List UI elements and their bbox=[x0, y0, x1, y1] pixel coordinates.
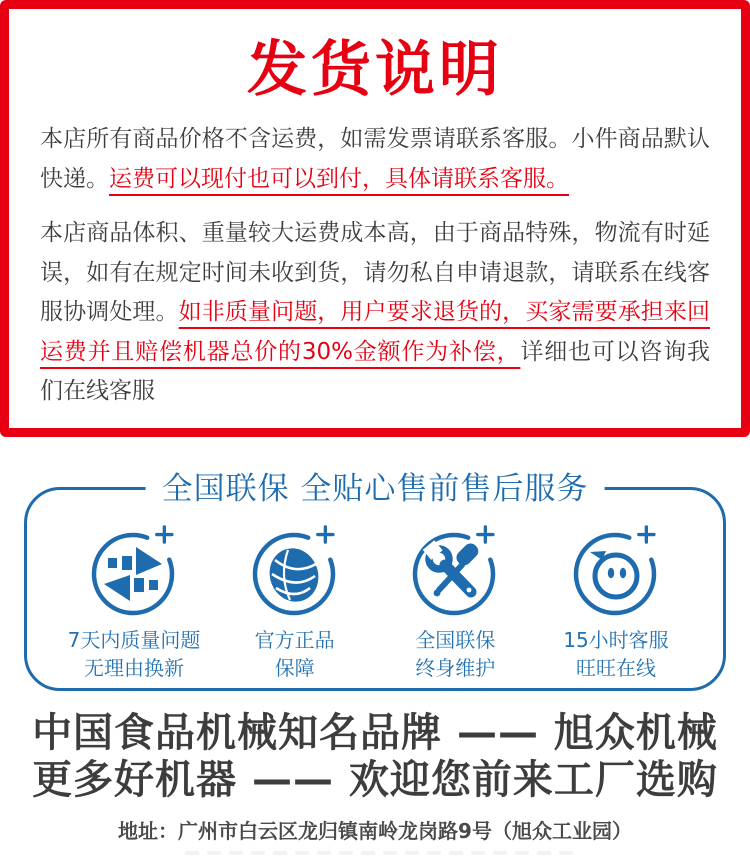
globe-icon bbox=[216, 520, 374, 622]
next-section-cropped-text bbox=[185, 851, 575, 855]
tools-icon bbox=[376, 520, 534, 622]
service-item-label bbox=[55, 626, 213, 682]
service-item-support bbox=[537, 520, 695, 682]
service-item-label-line2: 保障 bbox=[274, 656, 315, 680]
service-item-label-line1: 全国联保 bbox=[415, 628, 496, 652]
brand-headline-1: 中国食品机械知名品牌 —— 旭众机械 bbox=[32, 710, 718, 756]
service-item-genuine bbox=[216, 520, 374, 682]
service-item-label-line1: 7天内质量问题 bbox=[67, 628, 201, 652]
notice-paragraph-2-tail: 详细也可以咨询我们在线客服 bbox=[40, 338, 711, 404]
notice-paragraph-1-highlight: 运费可以现付也可以到付，具体请联系客服。 bbox=[109, 165, 569, 192]
notice-paragraph-2 bbox=[40, 214, 710, 412]
wangwang-smiley-icon bbox=[537, 520, 695, 622]
brand-footer bbox=[0, 710, 750, 844]
service-item-label-line2: 终身维护 bbox=[415, 656, 496, 680]
service-item-label-line2: 旺旺在线 bbox=[575, 656, 656, 680]
notice-paragraph-2-highlight: 如非质量问题，用户要求退货的，买家需要承担来回运费并且赔偿机器总价的30%金额作为补偿， bbox=[40, 299, 711, 365]
brand-headline-2: 更多好机器 —— 欢迎您前来工厂选购 bbox=[32, 757, 718, 803]
service-item-label bbox=[537, 626, 695, 682]
service-item-label-line2: 无理由换新 bbox=[84, 656, 184, 680]
service-guarantee-box bbox=[24, 471, 726, 691]
notice-paragraph-1 bbox=[40, 120, 710, 199]
service-item-label bbox=[216, 626, 374, 682]
notice-paragraph-1-text: 本店所有商品价格不含运费，如需发票请联系客服。小件商品默认快递。 bbox=[40, 126, 710, 192]
service-item-maintenance bbox=[376, 520, 534, 682]
notice-paragraph-2-text: 本店商品体积、重量较大运费成本高，由于商品特殊，物流有时延误，如有在规定时间未收到货，请勿私自申请退款，请联系在线客服协调处理。 bbox=[40, 220, 710, 325]
service-item-label-line1: 15小时客服 bbox=[563, 628, 669, 652]
service-item-label bbox=[376, 626, 534, 682]
service-item-label-line1: 官方正品 bbox=[254, 628, 335, 652]
exchange-arrows-icon bbox=[55, 520, 213, 622]
factory-address: 地址：广州市白云区龙归镇南岭龙岗路9号（旭众工业园） bbox=[118, 819, 632, 843]
service-items-row bbox=[27, 490, 723, 682]
service-guarantee-title: 全国联保 全贴心售前售后服务 bbox=[146, 469, 605, 509]
service-item-exchange bbox=[55, 520, 213, 682]
shipping-notice-title: 发货说明 bbox=[247, 35, 503, 105]
